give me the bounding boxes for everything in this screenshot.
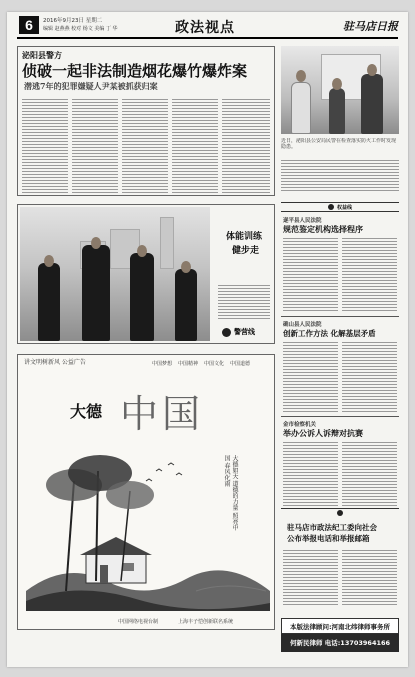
photo-caption-lines (281, 158, 399, 192)
article2-headline: 创新工作方法 化解基层矛盾 (283, 329, 376, 338)
training-logo (222, 327, 255, 337)
article4-body-b (342, 548, 397, 606)
article2-body-b (342, 340, 397, 412)
ad-footer-left: 中国网络电视台制 (118, 619, 159, 625)
article-kicker: 泌阳县警方 (22, 51, 62, 60)
article1-body-b (342, 236, 397, 312)
paper-name: 驻马店日报 (343, 20, 398, 33)
date-line: 2016年9月23日 星期二 (43, 18, 103, 24)
editor-line: 编辑 赵燕燕 校对 杨文 美编 丁 华 (43, 26, 118, 32)
article3-kicker: 金市检察机关 (283, 422, 317, 428)
ad-tag: 中国梦想 (152, 361, 173, 367)
training-headline-2: 健步走 (232, 246, 260, 256)
section-title: 政法视点 (175, 20, 235, 36)
main-article (17, 46, 275, 196)
ad-title-big: 中国 (120, 392, 205, 436)
banner-line1: 本版法律顾问:河南北纬律师事务所 (281, 618, 399, 634)
article2-kicker: 确山县人民法院 (283, 322, 322, 328)
right-column (281, 202, 399, 642)
article3-body-b (342, 440, 397, 506)
ad-footer-right: 上海丰子恺创新联名系统 (178, 619, 234, 625)
article-body-col4 (172, 97, 218, 193)
emblem-icon (337, 510, 343, 516)
article-body-col2 (72, 97, 118, 193)
article1-kicker: 遂平县人民法院 (283, 218, 322, 224)
training-photo (20, 207, 210, 341)
article1-body-a (283, 236, 338, 312)
newspaper-page (7, 12, 408, 667)
police-photo (281, 46, 399, 134)
article4-headline-2: 公布举报电话和举报邮箱 (287, 534, 370, 543)
photo-caption: 近日，泌阳县公安局民警在检查落实防火工作时发现隐患。 (281, 138, 397, 150)
article-body-col1 (22, 97, 68, 193)
ad-top-tags (152, 360, 250, 367)
header-rule (17, 37, 398, 39)
article-body-col3 (122, 97, 168, 193)
ad-title-small: 大德 (70, 402, 103, 421)
article3-body-a (283, 440, 338, 506)
training-logo-label: 警营线 (234, 328, 255, 336)
article4-body-a (283, 548, 338, 606)
police-photo-block (281, 46, 399, 196)
rights-section-label: 权益线 (281, 202, 399, 212)
ad-tag: 中国精神 (178, 361, 199, 367)
public-service-ad (17, 354, 275, 630)
article4-headline-1: 驻马店市政法纪工委向社会 (287, 523, 377, 532)
logo-strip (281, 508, 399, 516)
article2-body-a (283, 340, 338, 412)
training-headline-1: 体能训练 (226, 232, 263, 242)
article3-headline: 举办公诉人诉辩对抗赛 (283, 429, 363, 438)
article-headline: 侦破一起非法制造烟花爆竹爆炸案 (22, 62, 248, 80)
ad-top-left: 讲文明树新风 公益广告 (24, 359, 86, 366)
page-header (7, 12, 408, 40)
article-body-col5 (222, 97, 270, 193)
page-number: 6 (19, 16, 39, 34)
ad-tag: 中国文化 (204, 361, 225, 367)
banner-line2: 何新民律师 电话:13703964166 (289, 639, 391, 647)
badge-icon (222, 328, 231, 337)
ad-tag: 中国道德 (230, 361, 251, 367)
legal-advisor-banner (281, 618, 399, 652)
rights-icon (328, 204, 334, 210)
training-text (218, 283, 270, 321)
article1-headline: 规范鉴定机构选择程序 (283, 225, 363, 234)
article-subhead: 潜逃7年的犯罪嫌疑人尹某被抓获归案 (24, 81, 158, 91)
training-block (17, 204, 275, 344)
ad-poem: 大德如天 道德的力量 照亮中国 春风化雨 (223, 455, 238, 531)
